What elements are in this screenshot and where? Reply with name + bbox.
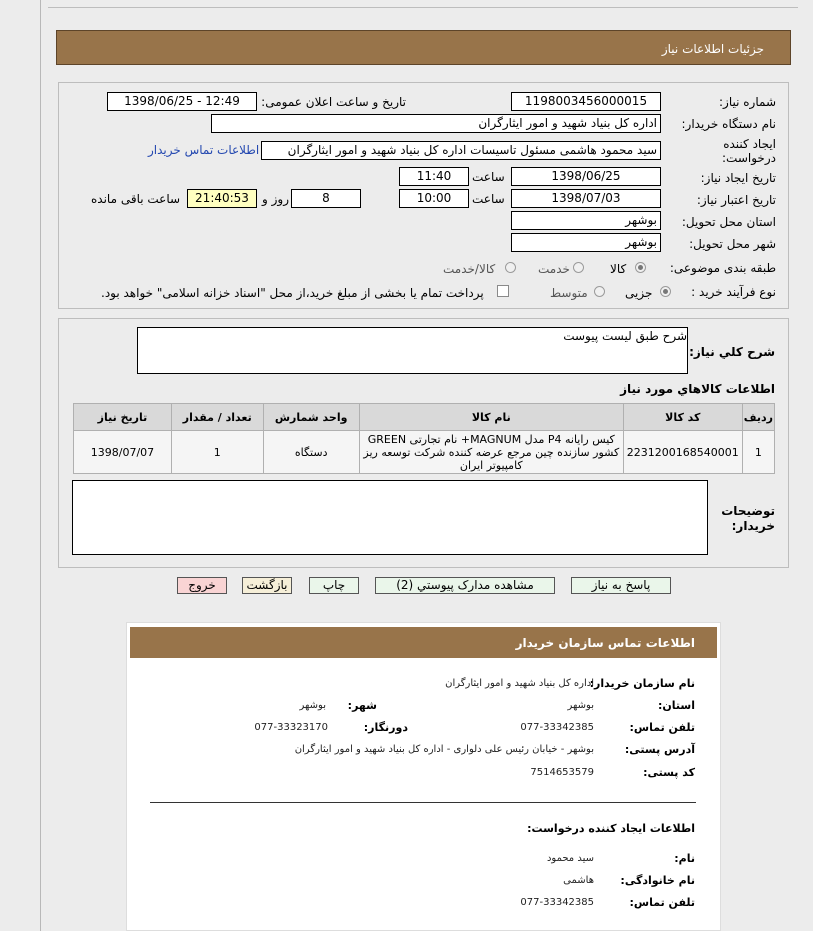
cell-date: 1398/07/07 — [74, 431, 172, 474]
announce-field[interactable]: 1398/06/25 - 12:49 — [107, 92, 257, 111]
col-code: کد کالا — [623, 404, 742, 431]
category-service-radio[interactable] — [573, 262, 584, 273]
category-goods-service-label: کالا/خدمت — [443, 262, 496, 276]
province-field[interactable]: بوشهر — [511, 211, 661, 230]
contact-fax-value: 077-33323170 — [254, 722, 328, 733]
category-goods-label: کالا — [610, 262, 627, 276]
contact-card-header — [130, 627, 717, 658]
col-qty: تعداد / مقدار — [171, 404, 263, 431]
goods-title: اطلاعات کالاهاي مورد نياز — [620, 382, 775, 396]
process-medium-radio[interactable] — [594, 286, 605, 297]
treasury-payment-checkbox[interactable] — [497, 285, 509, 297]
city-field[interactable]: بوشهر — [511, 233, 661, 252]
buyer-notes-label-1: توضیحات — [721, 504, 775, 518]
contact-phone-value: 077-33342385 — [520, 722, 594, 733]
description-textarea[interactable] — [137, 327, 688, 374]
created-date-field[interactable]: 1398/06/25 — [511, 167, 661, 186]
contact-province-label: استان: — [658, 699, 695, 712]
contact-city-value: بوشهر — [299, 700, 326, 711]
description-text: شرح طبق لیست پیوست — [563, 329, 687, 343]
days-field[interactable]: 8 — [291, 189, 361, 208]
announce-label: تاریخ و ساعت اعلان عمومی: — [261, 95, 406, 109]
creator-family-label: نام خانوادگی: — [620, 874, 695, 887]
col-unit: واحد شمارش — [263, 404, 359, 431]
goods-table — [73, 403, 775, 474]
goods-header-row — [74, 404, 775, 431]
creator-section-title: اطلاعات ایجاد کننده درخواست: — [527, 822, 695, 835]
creator-label-2: درخواست: — [722, 151, 776, 165]
city-label: شهر محل تحویل: — [689, 237, 776, 251]
page-header — [56, 30, 791, 65]
category-label: طبقه بندی موضوعی: — [669, 261, 776, 275]
creator-name-label: نام: — [674, 852, 695, 865]
contact-fax-label: دورنگار: — [363, 721, 408, 734]
col-row: ردیف — [742, 404, 774, 431]
process-minor-label: جزیی — [625, 286, 653, 300]
col-name: نام کالا — [359, 404, 623, 431]
buyer-org-label: نام دستگاه خریدار: — [681, 117, 776, 131]
contact-card-title: اطلاعات تماس سازمان خریدار — [515, 636, 695, 650]
remaining-time-field[interactable]: 21:40:53 — [187, 189, 257, 208]
process-label: نوع فرآیند خرید : — [691, 285, 776, 299]
description-label: شرح کلي نياز: — [689, 345, 775, 359]
buyer-org-field[interactable]: اداره کل بنیاد شهید و امور ایثارگران — [211, 114, 661, 133]
creator-phone-label: تلفن تماس: — [629, 896, 695, 909]
category-goods-service-radio[interactable] — [505, 262, 516, 273]
need-number-field[interactable]: 1198003456000015 — [511, 92, 661, 111]
print-button[interactable]: چاپ — [309, 577, 359, 594]
created-time-label: ساعت — [472, 170, 505, 184]
buyer-notes-label-2: خریدار: — [731, 519, 775, 533]
cell-qty: 1 — [171, 431, 263, 474]
contact-divider — [150, 802, 696, 803]
page-title: جزئیات اطلاعات نیاز — [661, 42, 764, 56]
process-medium-label: متوسط — [550, 286, 588, 300]
attachments-button[interactable]: مشاهده مدارک پیوستي (2) — [375, 577, 555, 594]
created-date-label: تاریخ ایجاد نیاز: — [700, 171, 776, 185]
back-button[interactable]: بازگشت — [242, 577, 292, 594]
contact-phone-label: تلفن تماس: — [629, 721, 695, 734]
contact-postal-value: 7514653579 — [530, 767, 594, 778]
remaining-time-label: ساعت باقی مانده — [91, 192, 181, 206]
need-number-label: شماره نیاز: — [719, 95, 776, 109]
validity-time-label: ساعت — [472, 192, 505, 206]
process-minor-radio[interactable] — [660, 286, 671, 297]
exit-button[interactable]: خروج — [177, 577, 227, 594]
validity-date-field[interactable]: 1398/07/03 — [511, 189, 661, 208]
days-label: روز و — [262, 192, 289, 206]
validity-date-label: تاریخ اعتبار نیاز: — [696, 193, 776, 207]
creator-field[interactable]: سید محمود هاشمی مسئول تاسیسات اداره کل بنیاد شهید و امور ایثارگران — [261, 141, 661, 160]
creator-phone-value: 077-33342385 — [520, 897, 594, 908]
table-row — [74, 431, 775, 474]
treasury-payment-note: پرداخت تمام یا بخشی از مبلغ خرید،از محل "اسناد خزانه اسلامی" خواهد بود. — [101, 286, 484, 300]
creator-family-value: هاشمی — [563, 875, 594, 886]
contact-info-link[interactable]: اطلاعات تماس خریدار — [148, 143, 260, 157]
col-date: تاریخ نیاز — [74, 404, 172, 431]
contact-postal-label: کد پستی: — [643, 766, 695, 779]
creator-name-value: سید محمود — [546, 853, 594, 864]
category-goods-radio[interactable] — [635, 262, 646, 273]
top-divider — [48, 7, 798, 8]
contact-province-value: بوشهر — [567, 700, 594, 711]
contact-org-label: نام سازمان خریدار: — [589, 677, 695, 690]
cell-code: 2231200168540001 — [623, 431, 742, 474]
contact-city-label: شهر: — [347, 699, 377, 712]
cell-name: کیس رایانه P4 مدل MAGNUM+ نام تجارتی GREEN کشور سازنده چین مرجع عرضه کننده شرکت توسعه ریز کامپیوتر ایران — [359, 431, 623, 474]
contact-org-value: اداره کل بنیاد شهید و امور ایثارگران — [445, 678, 594, 689]
category-service-label: خدمت — [538, 262, 570, 276]
contact-address-label: آدرس پستی: — [624, 743, 695, 756]
cell-unit: دستگاه — [263, 431, 359, 474]
province-label: استان محل تحویل: — [681, 215, 776, 229]
reply-button[interactable]: پاسخ به نياز — [571, 577, 671, 594]
created-time-field[interactable]: 11:40 — [399, 167, 469, 186]
contact-address-value: بوشهر - خیابان رئیس علی دلواری - اداره کل بنیاد شهید و امور ایثارگران — [294, 744, 594, 755]
buyer-notes-textarea[interactable] — [72, 480, 708, 555]
validity-time-field[interactable]: 10:00 — [399, 189, 469, 208]
cell-row: 1 — [742, 431, 774, 474]
creator-label-1: ایجاد کننده — [723, 137, 776, 151]
